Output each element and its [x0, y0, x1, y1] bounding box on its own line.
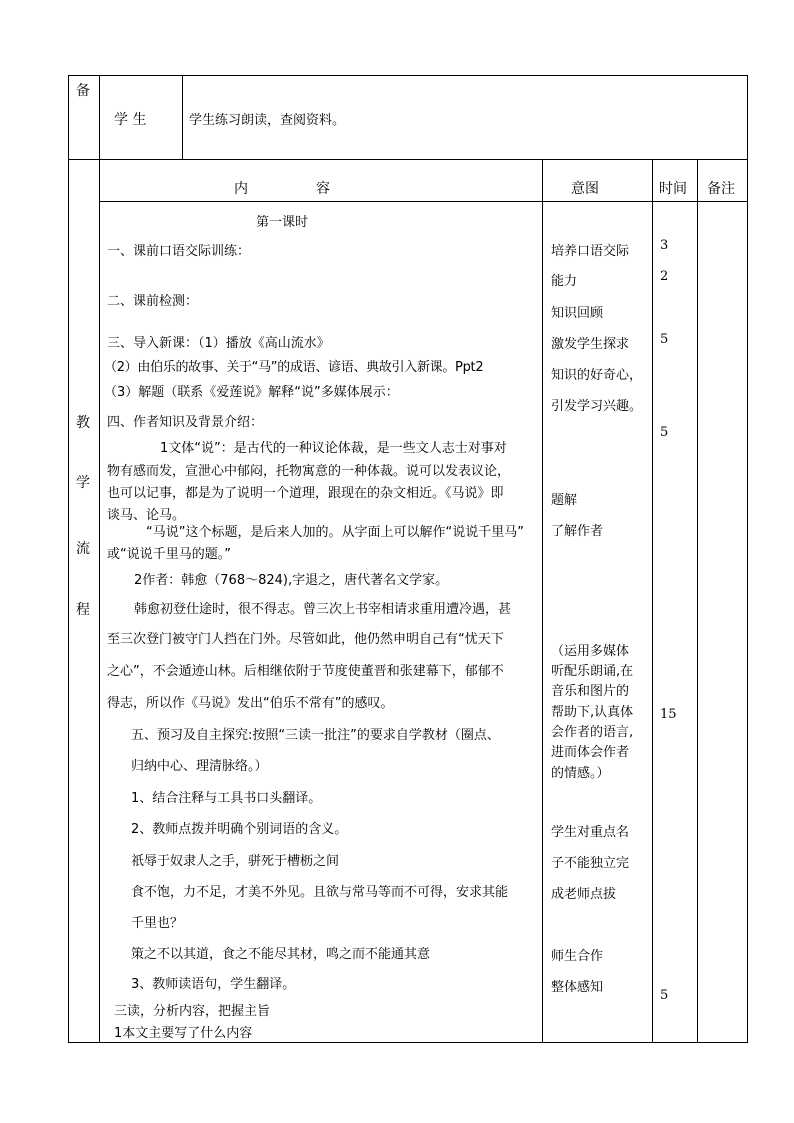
intent-line: 知识的好奇心， — [551, 368, 643, 383]
grid-line — [697, 159, 698, 1043]
flow-label-char: 程 — [76, 602, 90, 618]
grid-line — [182, 75, 183, 160]
content-line: 物有感而发，宣泄心中郁闷，托物寓意的一种体裁。说可以发表议论， — [107, 464, 511, 479]
content-line: 1、结合注释与工具书口头翻译。 — [131, 791, 322, 806]
content-line: 2作者：韩愈（768～824),字退之，唐代著名文学家。 — [134, 573, 449, 588]
content-line: 三、导入新课：（1）播放《高山流水》 — [107, 336, 330, 351]
header-intent: 意图 — [571, 181, 599, 197]
content-line: 食不饱，力不足，才美不外见。且欲与常马等而不可得，安求其能 — [131, 885, 509, 900]
grid-line — [542, 159, 543, 1043]
header-time: 时间 — [659, 181, 687, 197]
content-line: 3、教师读语句，学生翻译。 — [131, 977, 296, 992]
intent-line: 帮助下,认真体 — [551, 705, 634, 720]
content-line: 一、课前口语交际训练： — [107, 244, 251, 259]
content-line: 得志，所以作《马说》发出“伯乐不常有”的感叹。 — [107, 696, 394, 711]
intent-line: 引发学习兴趣。 — [551, 399, 643, 414]
time-value: 15 — [660, 707, 677, 722]
intent-line: 的情感。） — [551, 766, 610, 781]
grid-line — [99, 201, 748, 202]
content-line: 也可以记事，都是为了说明一个道理，跟现在的杂文相近。《马说》即 — [107, 486, 504, 501]
role-label: 学 生 — [114, 112, 147, 128]
intent-line: 能力 — [551, 274, 578, 289]
content-line: 之心”，不会遁迹山林。后相继依附于节度使董晋和张建幕下，郁郁不 — [107, 664, 504, 679]
content-line: 1文体“说”：是古代的一种议论体裁，是一些文人志士对事对 — [160, 441, 507, 456]
intent-line: 成老师点拔 — [551, 887, 617, 902]
intent-line: 了解作者 — [551, 524, 604, 539]
content-line: 谈马、论马。 — [107, 508, 186, 523]
intent-line: 师生合作 — [551, 949, 604, 964]
content-line: 至三次登门被守门人挡在门外。尽管如此，他仍然申明自己有“忧天下 — [107, 632, 504, 647]
grid-line — [747, 75, 748, 1043]
header-content-a: 内 — [234, 181, 248, 197]
intent-line: 学生对重点名 — [551, 825, 630, 840]
content-line: 三读，分析内容，把握主旨 — [114, 1004, 271, 1019]
flow-label-char: 流 — [76, 541, 90, 557]
content-line: 五、预习及自主探究:按照“三读一批注”的要求自学教材（圈点、 — [131, 728, 500, 743]
flow-label-char: 教 — [76, 415, 90, 431]
content-line: 二、课前检测： — [107, 294, 199, 309]
time-value: 2 — [660, 269, 669, 284]
intent-line: 知识回顾 — [551, 306, 604, 321]
intent-line: 子不能独立完 — [551, 856, 630, 871]
intent-line: 培养口语交际 — [551, 244, 630, 259]
content-line: （2）由伯乐的故事、关于“马”的成语、谚语、典故引入新课。Ppt2 — [104, 360, 484, 375]
intent-line: 会作者的语言, — [551, 725, 634, 740]
flow-label-char: 学 — [76, 475, 90, 491]
intent-line: 音乐和图片的 — [551, 684, 630, 699]
lesson-title: 第一课时 — [256, 215, 309, 230]
content-line: “马说”这个标题，是后来人加的。从字面上可以解作“说说千里马” — [146, 525, 524, 540]
content-line: 1本文主要写了什么内容 — [114, 1026, 253, 1041]
header-content-b: 容 — [316, 181, 330, 197]
intent-line: 激发学生探求 — [551, 337, 630, 352]
time-value: 5 — [660, 332, 669, 347]
grid-line — [68, 1042, 748, 1043]
intent-line: 题解 — [551, 493, 578, 508]
intent-line: 听配乐朗诵,在 — [551, 664, 634, 679]
grid-line — [68, 75, 748, 76]
intent-line: 进而体会作者 — [551, 745, 630, 760]
grid-line — [68, 159, 748, 160]
intent-line: 整体感知 — [551, 980, 604, 995]
content-line: 千里也？ — [131, 916, 184, 931]
student-activity: 学生练习朗读，查阅资料。 — [189, 113, 346, 128]
content-line: 四、作者知识及背景介绍： — [107, 415, 264, 430]
grid-line — [68, 75, 69, 1043]
side-label: 备 — [76, 83, 90, 99]
header-note: 备注 — [707, 181, 735, 197]
content-line: 韩愈初登仕途时，很不得志。曾三次上书宰相请求重用遭冷遇，甚 — [134, 602, 512, 617]
grid-line — [652, 159, 653, 1043]
content-line: 归纳中心、理清脉络。） — [131, 759, 268, 774]
content-line: 祇辱于奴隶人之手，骈死于槽枥之间 — [131, 854, 340, 869]
content-line: 策之不以其道，食之不能尽其材，鸣之而不能通其意 — [131, 947, 431, 962]
time-value: 3 — [660, 238, 669, 253]
content-line: 或“说说千里马的题。” — [107, 547, 231, 562]
time-value: 5 — [660, 425, 669, 440]
time-value: 5 — [660, 988, 669, 1003]
intent-line: （运用多媒体 — [551, 644, 630, 659]
content-line: 2、教师点拨并明确个别词语的含义。 — [131, 822, 348, 837]
content-line: （3）解题（联系《爱莲说》解释“说”多媒体展示： — [104, 385, 399, 400]
grid-line — [99, 75, 100, 1043]
